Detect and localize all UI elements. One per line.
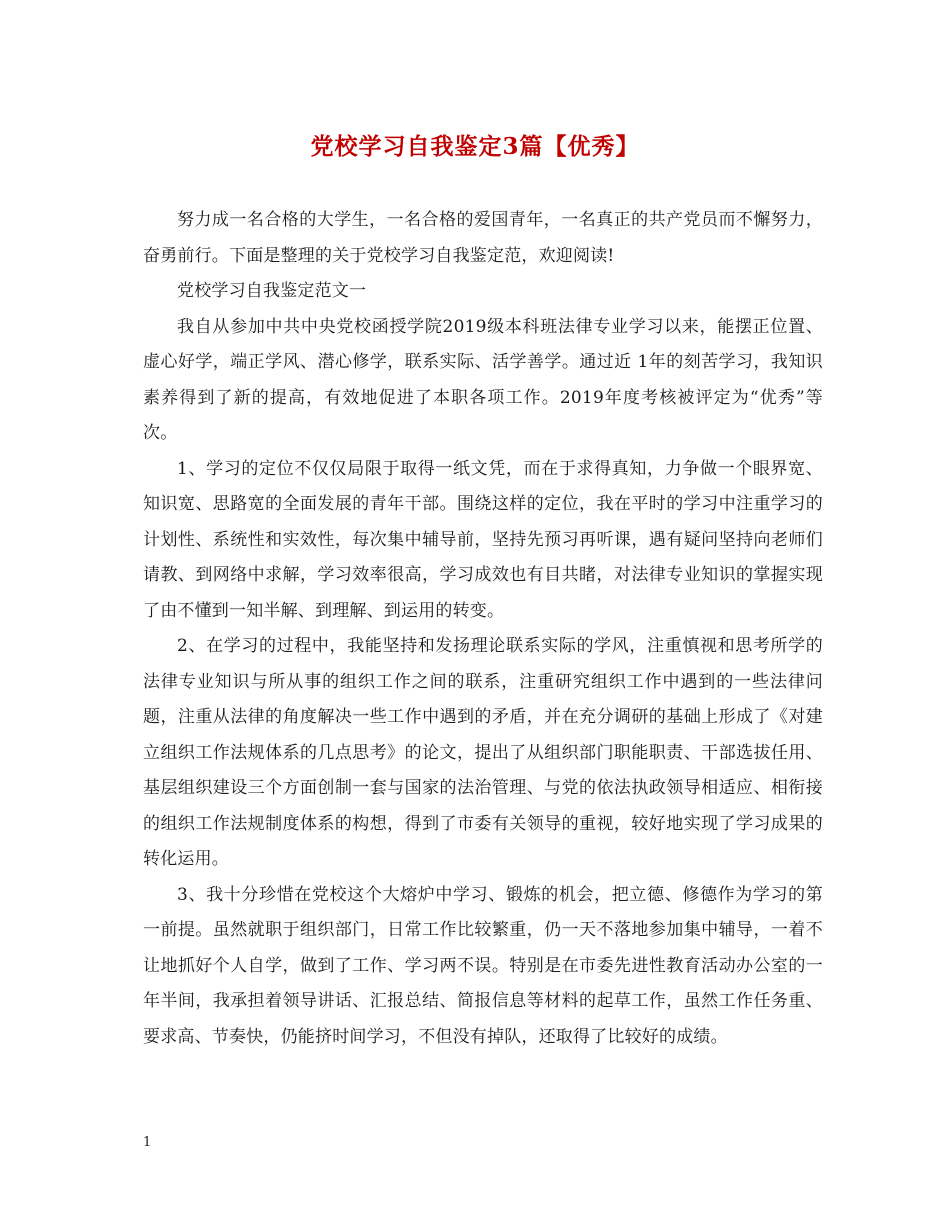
section-heading: 党校学习自我鉴定范文一 xyxy=(177,281,367,301)
body-paragraph: 我自从参加中共中央党校函授学院2019级本科班法律专业学习以来，能摆正位置、虚心好学，端正学风、潜心修学，联系实际、活学善学。通过近 1年的刻苦学习，我知识素养得到了新的提高，有效地促进了本职各项工作。2019年度考核被评定为“优秀”等次。 xyxy=(143,316,823,443)
body-paragraph: 1、学习的定位不仅仅局限于取得一纸文凭，而在于求得真知，力争做一个眼界宽、知识宽、思路宽的全面发展的青年干部。围绕这样的定位，我在平时的学习中注重学习的计划性、系统性和实效性，每次集中辅导前，坚持先预习再听课，遇有疑问坚持向老师们请教、到网络中求解，学习效率很高，学习成效也有目共睹，对法律专业知识的掌握实现了由不懂到一知半解、到理解、到运用的转变。 xyxy=(143,458,823,621)
document-body xyxy=(143,203,823,1055)
intro-paragraph: 努力成一名合格的大学生，一名合格的爱国青年，一名真正的共产党员而不懈努力，奋勇前行。下面是整理的关于党校学习自我鉴定范，欢迎阅读! xyxy=(143,210,823,266)
page-number: 1 xyxy=(143,1135,152,1150)
document-title: 党校学习自我鉴定3篇【优秀】 xyxy=(310,133,640,160)
body-paragraph: 2、在学习的过程中，我能坚持和发扬理论联系实际的学风，注重慎视和思考所学的法律专业知识与所从事的组织工作之间的联系，注重研究组织工作中遇到的一些法律问题，注重从法律的角度解决一些工作中遇到的矛盾，并在充分调研的基础上形成了《对建立组织工作法规体系的几点思考》的论文，提出了从组织部门职能职责、干部选拔任用、基层组织建设三个方面创制一套与国家的法治管理、与党的依法执政领导相适应、相衔接的组织工作法规制度体系的构想，得到了市委有关领导的重视，较好地实现了学习成果的转化运用。 xyxy=(143,636,823,869)
body-paragraph: 3、我十分珍惜在党校这个大熔炉中学习、锻炼的机会，把立德、修德作为学习的第一前提。虽然就职于组织部门，日常工作比较繁重，仍一天不落地参加集中辅导，一着不让地抓好个人自学，做到了工作、学习两不误。特别是在市委先进性教育活动办公室的一年半间，我承担着领导讲话、汇报总结、简报信息等材料的起草工作，虽然工作任务重、要求高、节奏快，仍能挤时间学习，不但没有掉队，还取得了比较好的成绩。 xyxy=(143,884,823,1047)
